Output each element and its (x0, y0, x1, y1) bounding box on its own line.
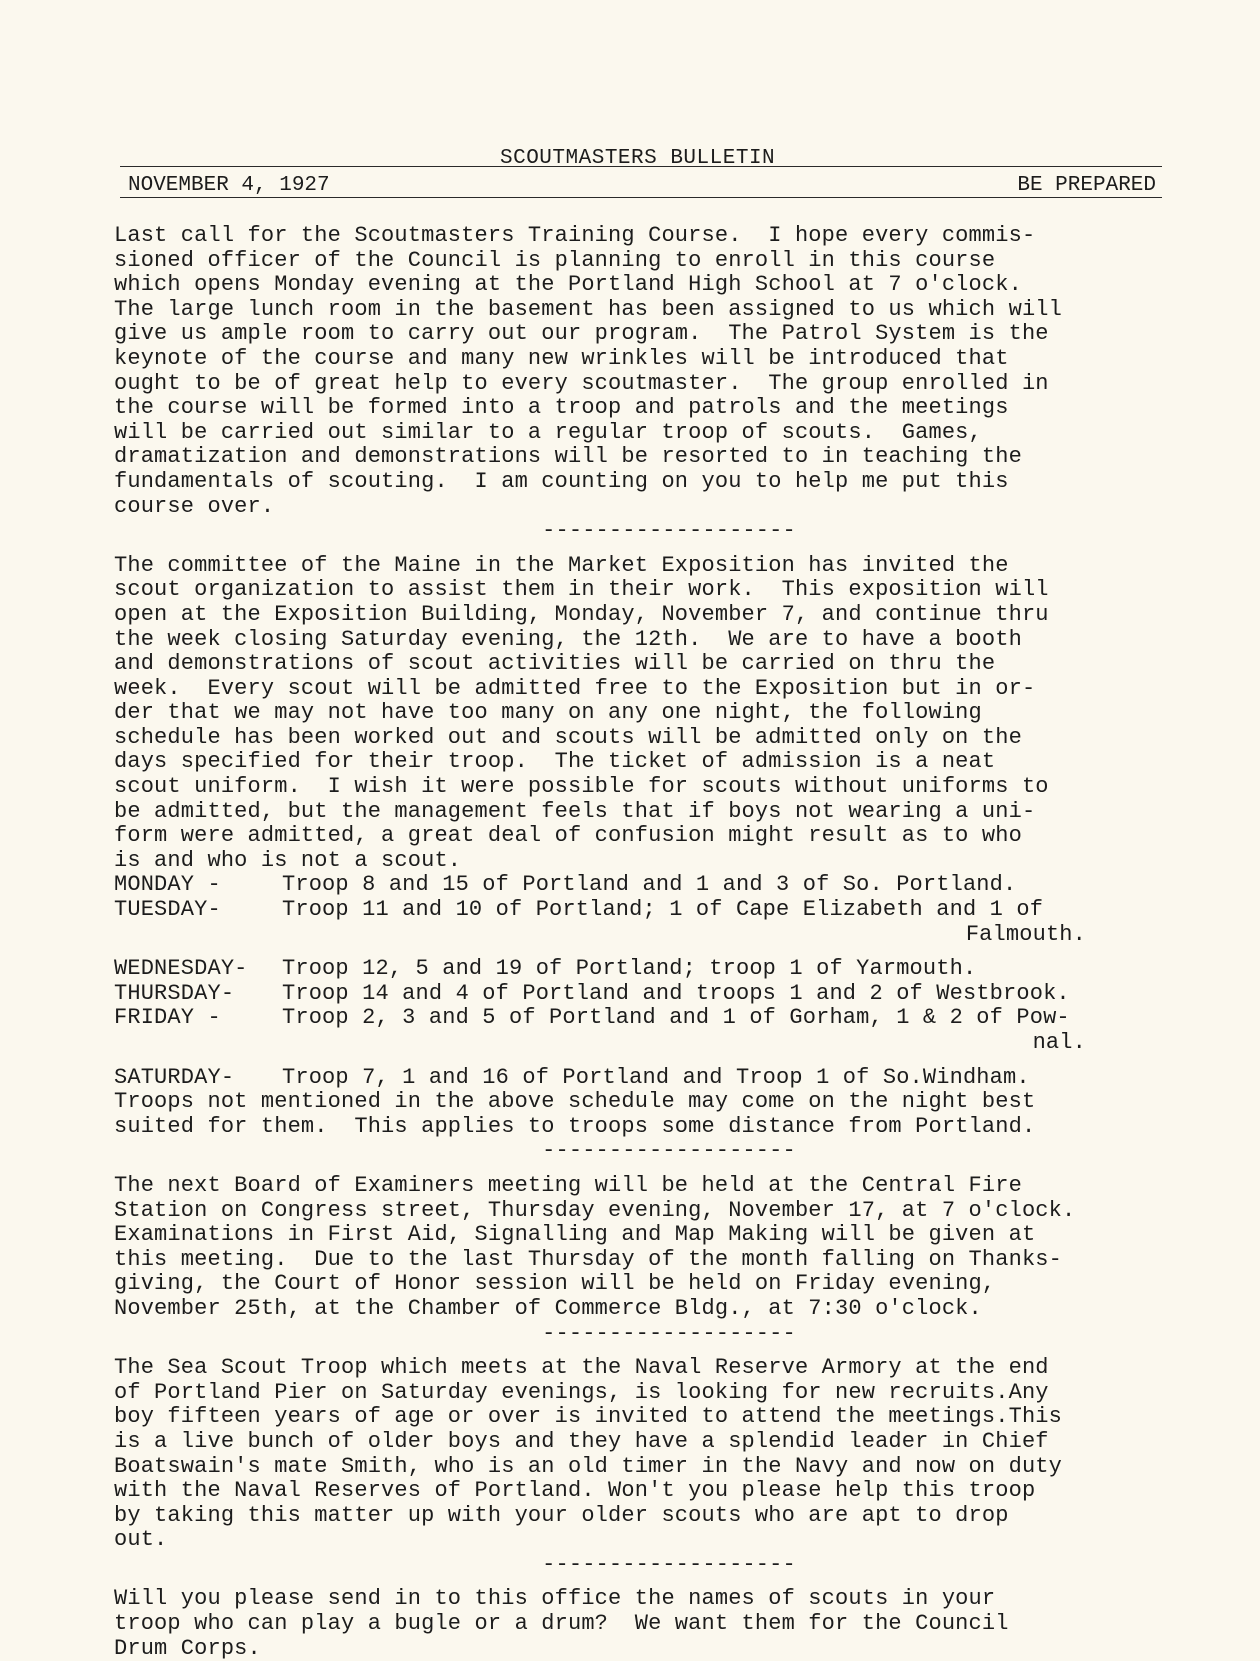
text-line: of Portland Pier on Saturday evenings, is looking for new recruits.Any (114, 1379, 1049, 1405)
sea-scout-paragraph (114, 1356, 1164, 1553)
schedule-row (114, 1006, 1164, 1031)
text-line: Drum Corps. (114, 1635, 261, 1661)
schedule (114, 873, 1164, 1090)
text-line: and demonstrations of scout activities will be carried on thru the (114, 651, 996, 677)
text-line: suited for them. This applies to troops some distance from Portland. (114, 1113, 1036, 1139)
text-line: week. Every scout will be admitted free to the Exposition but in or- (114, 675, 1036, 701)
drum-corps-paragraph (114, 1587, 1164, 1661)
text-line: is a live bunch of older boys and they have a splendid leader in Chief (114, 1428, 1049, 1454)
text-line: troop who can play a bugle or a drum? We want them for the Council (114, 1611, 1009, 1637)
text-line: give us ample room to carry out our program. The Patrol System is the (114, 321, 1049, 347)
schedule-troops: Troop 8 and 15 of Portland and 1 and 3 of So. Portland. (282, 872, 1017, 898)
section-separator: ------------------- (542, 1320, 796, 1346)
schedule-troops: Troop 11 and 10 of Portland; 1 of Cape Elizabeth and 1 of (282, 897, 1044, 923)
text-line: scout uniform. I wish it were possible for scouts without uniforms to (114, 774, 1049, 800)
schedule-day: FRIDAY - (114, 1005, 221, 1031)
schedule-row (114, 957, 1164, 982)
text-line: Will you please send in to this office the names of scouts in your (114, 1586, 996, 1612)
text-line: Troops not mentioned in the above schedule may come on the night best (114, 1089, 1036, 1115)
schedule-day: MONDAY - (114, 872, 221, 898)
text-line: The large lunch room in the basement has been assigned to us which will (114, 296, 1063, 322)
dateline-rule (120, 197, 1162, 198)
schedule-troops: Troop 2, 3 and 5 of Portland and 1 of Gorham, 1 & 2 of Pow- (282, 1005, 1070, 1031)
schedule-troops: Troop 12, 5 and 19 of Portland; troop 1 of Yarmouth. (282, 956, 977, 982)
text-line: keynote of the course and many new wrinkles will be introduced that (114, 345, 1009, 371)
schedule-day: TUESDAY- (114, 897, 221, 923)
section-separator: ------------------- (542, 1138, 796, 1164)
schedule-continuation: nal. (1032, 1030, 1086, 1055)
schedule-row (114, 873, 1164, 898)
text-line: Examinations in First Aid, Signalling and Map Making will be given at (114, 1222, 1036, 1248)
text-line: ought to be of great help to every scoutmaster. The group enrolled in (114, 370, 1049, 396)
text-line: boy fifteen years of age or over is invited to attend the meetings.This (114, 1404, 1063, 1430)
text-line: the week closing Saturday evening, the 12th. We are to have a booth (114, 626, 1022, 652)
text-line: The next Board of Examiners meeting will be held at the Central Fire (114, 1172, 1022, 1198)
text-line: out. (114, 1527, 168, 1553)
schedule-row (114, 1066, 1164, 1091)
bulletin-body (114, 224, 1164, 1661)
text-line: with the Naval Reserves of Portland. Won't you please help this troop (114, 1478, 1036, 1504)
text-line: this meeting. Due to the last Thursday of the month falling on Thanks- (114, 1246, 1063, 1272)
text-line: be admitted, but the management feels that if boys not wearing a uni- (114, 798, 1036, 824)
text-line: The committee of the Maine in the Market Exposition has invited the (114, 552, 1009, 578)
text-line: is and who is not a scout. (114, 847, 462, 873)
dateline (128, 173, 1156, 199)
text-line: which opens Monday evening at the Portland High School at 7 o'clock. (114, 272, 1022, 298)
exposition-closing (114, 1090, 1164, 1139)
text-line: open at the Exposition Building, Monday, November 7, and continue thru (114, 601, 1049, 627)
text-line: fundamentals of scouting. I am counting on you to help me put this (114, 468, 1009, 494)
text-line: Last call for the Scoutmasters Training Course. I hope every commis- (114, 223, 1036, 248)
title-rule (120, 166, 1162, 167)
text-line: the course will be formed into a troop and patrols and the meetings (114, 395, 1009, 421)
text-line: will be carried out similar to a regular troop of scouts. Games, (114, 419, 982, 445)
text-line: sioned officer of the Council is planning to enroll in this course (114, 247, 996, 273)
text-line: days specified for their troop. The ticket of admission is a neat (114, 749, 996, 775)
text-line: course over. (114, 493, 275, 519)
schedule-day: WEDNESDAY- (114, 956, 248, 982)
bulletin-title: SCOUTMASTERS BULLETIN (500, 147, 776, 170)
text-line: scout organization to assist them in their work. This exposition will (114, 577, 1049, 603)
schedule-day: SATURDAY- (114, 1064, 235, 1090)
training-paragraph (114, 224, 1164, 519)
text-line: giving, the Court of Honor session will be held on Friday evening, (114, 1271, 996, 1297)
schedule-row (114, 982, 1164, 1007)
text-line: der that we may not have too many on any one night, the following (114, 700, 982, 726)
section-separator: ------------------- (542, 518, 796, 544)
text-line: November 25th, at the Chamber of Commerce Bldg., at 7:30 o'clock. (114, 1295, 982, 1321)
text-line: by taking this matter up with your older scouts who are apt to drop (114, 1502, 1009, 1528)
text-line: schedule has been worked out and scouts will be admitted only on the (114, 724, 1022, 750)
text-line: The Sea Scout Troop which meets at the Naval Reserve Armory at the end (114, 1355, 1049, 1381)
schedule-row (114, 898, 1164, 923)
text-line: form were admitted, a great deal of confusion might result as to who (114, 823, 1022, 849)
bulletin-date: NOVEMBER 4, 1927 (128, 174, 330, 197)
bulletin-motto: BE PREPARED (1017, 174, 1156, 197)
schedule-troops: Troop 7, 1 and 16 of Portland and Troop 1 of So.Windham. (282, 1064, 1030, 1090)
examiners-paragraph (114, 1174, 1164, 1322)
schedule-day: THURSDAY- (114, 980, 235, 1006)
schedule-continuation: Falmouth. (965, 921, 1086, 947)
text-line: Station on Congress street, Thursday evening, November 17, at 7 o'clock. (114, 1197, 1076, 1223)
text-line: dramatization and demonstrations will be resorted to in teaching the (114, 444, 1022, 470)
text-line: Boatswain's mate Smith, who is an old timer in the Navy and now on duty (114, 1453, 1063, 1479)
section-separator: ------------------- (542, 1551, 796, 1577)
exposition-paragraph (114, 554, 1164, 874)
schedule-troops: Troop 14 and 4 of Portland and troops 1 and 2 of Westbrook. (282, 980, 1070, 1006)
